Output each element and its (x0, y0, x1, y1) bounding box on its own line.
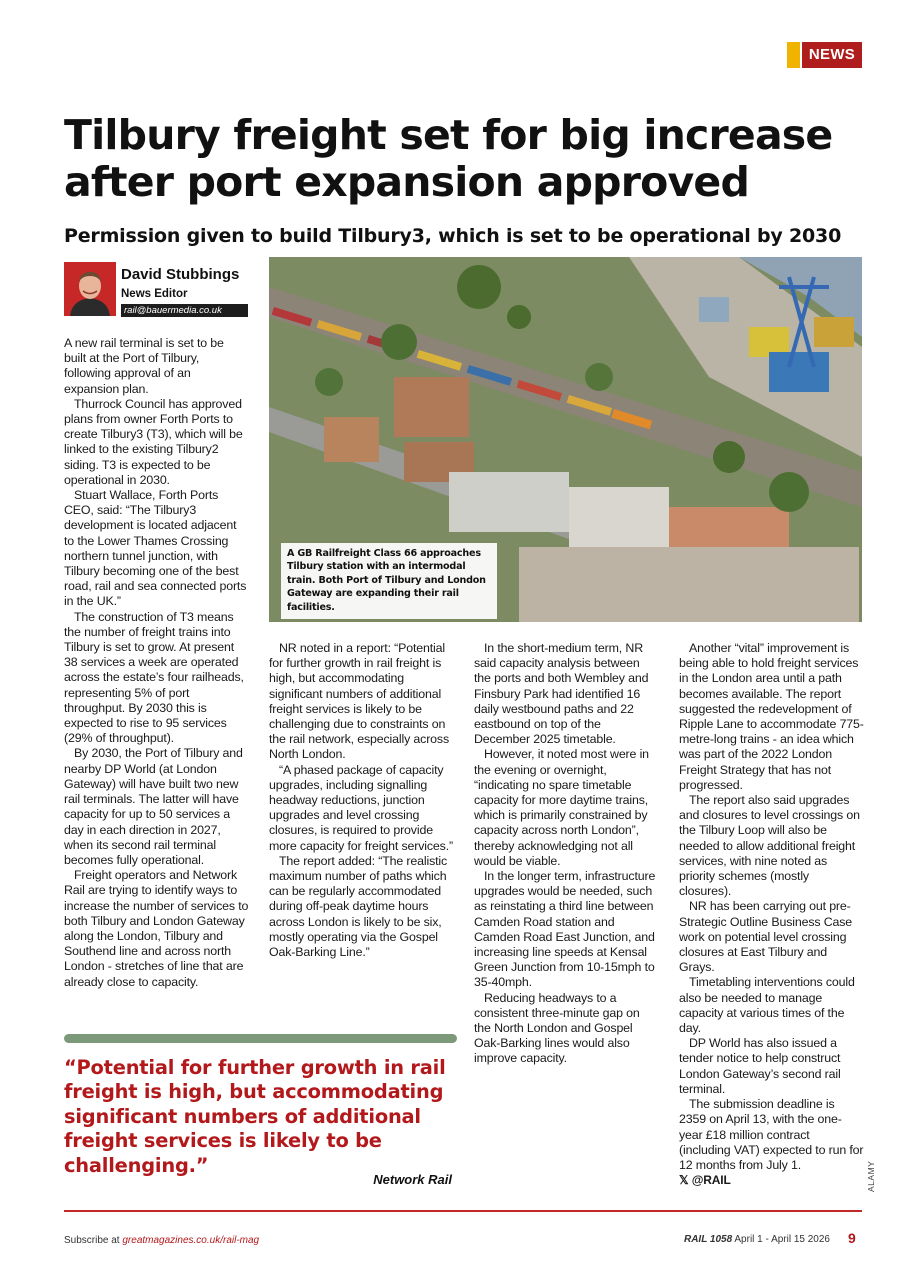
section-tag (787, 42, 862, 68)
photo-credit: ALAMY (866, 1160, 876, 1192)
article-column-1 (64, 336, 249, 990)
footer-subscribe (64, 1235, 259, 1246)
paragraph: Reducing headways to a consistent three-minute gap on the North London and Gospel Oak-Barking lines would also improve capacity. (474, 990, 640, 1066)
paragraph-continued: Freight operators and Network Rail are trying to identify ways to increase the number of services to both Tilbury and London Gateway along the London, Tilbury and Southend line and across north London - stretches of line that are already close to capacity. (64, 868, 249, 989)
section-tag-stripe (787, 42, 800, 68)
paragraph: Timetabling interventions could also be needed to manage capacity at various times of the day. (679, 975, 855, 1036)
pull-quote-rule (64, 1034, 457, 1043)
page-number: 9 (848, 1230, 856, 1246)
headline (64, 112, 854, 206)
issue-label: RAIL 1058 (683, 1234, 733, 1245)
footer-issue (600, 1234, 830, 1245)
article-column-2 (269, 641, 454, 960)
paragraph: NR has been carrying out pre-Strategic Outline Business Case work on potential level crossing closures at East Tilbury and Grays. (679, 899, 853, 975)
paragraph-continued: Another “vital” improvement is being able to hold freight services in the London area until a path becomes available. The report suggested the redevelopment of Ripple Lane to accommodate 775-metre-long trains - an idea which was part of the 2022 London Freight Strategy that has not progressed. (679, 641, 864, 792)
footer-subscribe-prefix: Subscribe at (64, 1235, 123, 1246)
paragraph: A new rail terminal is set to be built at the Port of Tilbury, following approval of an expansion plan. (64, 336, 224, 396)
paragraph: The report also said upgrades and closures to level crossings on the Tilbury Loop will also be needed to allow additional freight services, with nine noted as priority schemes (mostly closures). (679, 793, 860, 899)
paragraph-continued: The report added: “The realistic maximum number of paths which can be regularly accommodated during off-peak daytime hours across London is likely to be six, mostly operating via the Gospel Oak-Barking Line.” (269, 853, 448, 960)
section-tag-label: NEWS (802, 42, 862, 68)
article-column-3 (474, 641, 659, 1067)
headline-line-2: after port expansion approved (64, 158, 749, 206)
article-column-4 (679, 641, 864, 1188)
footer-rule (64, 1210, 862, 1212)
photo-caption: A GB Railfreight Class 66 approaches Tilbury station with an intermodal train. Both Port of Tilbury and London Gateway are expanding their rail facilities. (281, 543, 497, 619)
paragraph: In the longer term, infrastructure upgrades would be needed, such as reinstating a third line between Camden Road station and Camden Road East Junction, and increasing line speeds at Kensal Green Junction from 10-15mph to 35-40mph. (474, 869, 656, 990)
paragraph: The submission deadline is 2359 on April 13, with the one-year £18 million contract (including VAT) expected to run for 12 months from July 1. (679, 1097, 864, 1172)
paragraph: Stuart Wallace, Forth Ports CEO, said: “The Tilbury3 development is located adjacent to the Lower Thames Crossing northern tunnel junction, with Tilbury becoming one of the best road, rail and sea connected ports in the UK.” (64, 488, 247, 609)
pull-quote: “Potential for further growth in rail freight is high, but accommodating significant numbers of additional freight services is likely to be challenging.” (64, 1056, 446, 1177)
paragraph: However, it noted most were in the evening or overnight, “indicating no spare timetable capacity for more daytime trains, which is primarily constrained by capacity across north London”, thereby acknowledging not all would be viable. (474, 747, 649, 868)
paragraph: NR noted in a report: “Potential for further growth in rail freight is high, but accommodating significant numbers of additional freight services is likely to be challenging due to constraints on the rail network, especially across North London. (269, 641, 449, 762)
author-name: David Stubbings (121, 266, 240, 283)
paragraph: By 2030, the Port of Tilbury and nearby DP World (at London Gateway) will have built two new rail terminals. The latter will have capacity for up to 50 services a day in each direction in 2027, when its second rail terminal becomes fully operational. (64, 746, 243, 867)
paragraph: In the short-medium term, NR said capacity analysis between the ports and both Wembley and Finsbury Park had identified 16 daily westbound paths and 22 eastbound on top of the December 2025 timetable. (474, 641, 649, 747)
author-email-link[interactable]: rail@bauermedia.co.uk (121, 304, 248, 317)
standfirst: Permission given to build Tilbury3, which is set to be operational by 2030 (64, 225, 842, 247)
issue-dates: April 1 - April 15 2026 (732, 1234, 830, 1245)
headline-line-1: Tilbury freight set for big increase (64, 111, 833, 159)
paragraph: The construction of T3 means the number of freight trains into Tilbury is set to grow. At present 38 services a week are operated across the estate’s four railheads, representing 5% of port throughput. By 2030 this is expected to rise to 95 services (29% of throughput). (64, 609, 244, 746)
paragraph: Thurrock Council has approved plans from owner Forth Ports to create Tilbury3 (T3), which will be linked to the existing Tilbury2 siding. T3 is expected to be operational in 2030. (64, 396, 243, 487)
paragraph: DP World has also issued a tender notice to help construct London Gateway’s second rail terminal. (679, 1036, 841, 1096)
author-avatar (64, 262, 116, 316)
paragraph: “A phased package of capacity upgrades, including signalling headway reductions, junction upgrades and level crossing closures, is required to provide more capacity for freight services.” (269, 762, 453, 853)
author-role: News Editor (121, 288, 188, 300)
pull-quote-attribution: Network Rail (373, 1172, 452, 1187)
social-handle[interactable]: 𝕏 @RAIL (679, 1173, 731, 1188)
subscribe-link[interactable]: greatmagazines.co.uk/rail-mag (122, 1235, 260, 1246)
